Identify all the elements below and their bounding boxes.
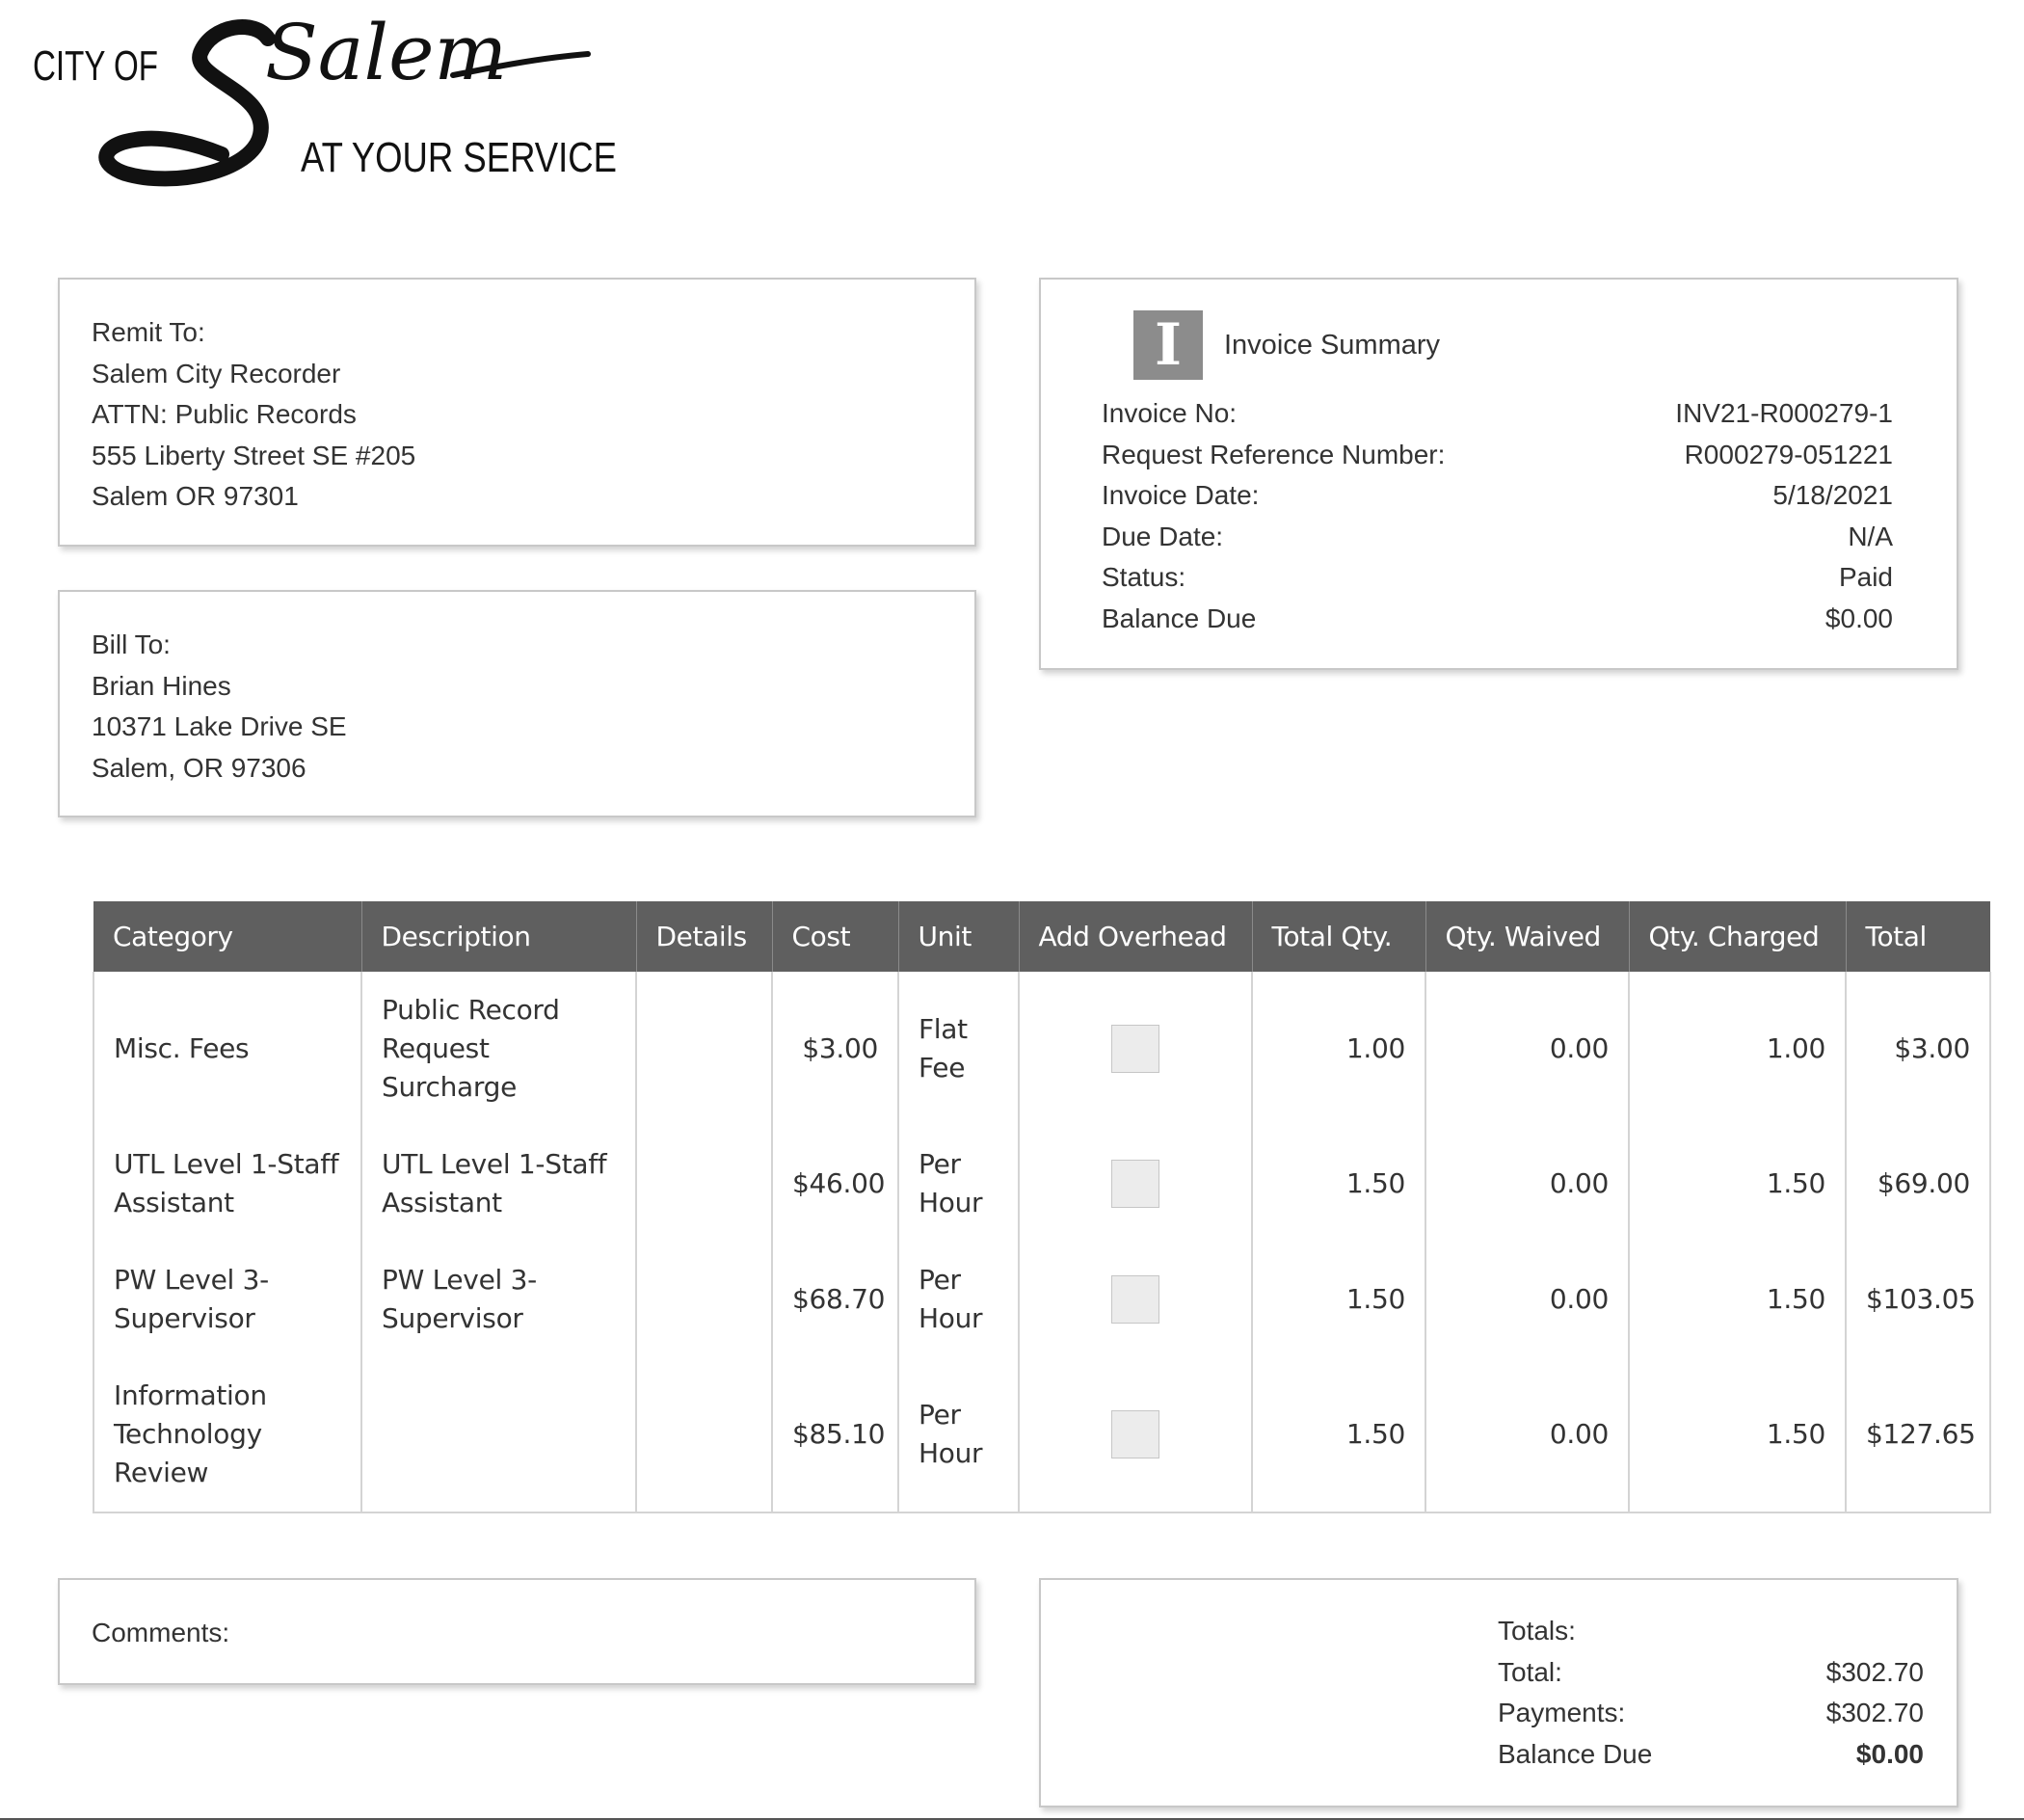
remit-to-box xyxy=(58,278,976,547)
cell-qty-waived: 0.00 xyxy=(1425,1242,1629,1357)
column-header-unit: Unit xyxy=(898,901,1019,972)
summary-value: $0.00 xyxy=(1824,602,1893,633)
totals-row-value: $302.70 xyxy=(1825,1656,1924,1687)
cell-total: $127.65 xyxy=(1846,1357,1990,1512)
bill-to-line: 10371 Lake Drive SE xyxy=(92,711,347,742)
summary-label: Balance Due xyxy=(1102,602,1257,633)
cell-add-overhead xyxy=(1019,972,1252,1126)
comments-box xyxy=(58,1578,976,1685)
column-header-cost: Cost xyxy=(772,901,898,972)
add-overhead-checkbox[interactable] xyxy=(1111,1160,1159,1208)
column-header-details: Details xyxy=(636,901,772,972)
totals-row-value: $302.70 xyxy=(1825,1698,1924,1728)
svg-text:CITY OF: CITY OF xyxy=(33,42,158,90)
summary-value: Paid xyxy=(1838,562,1893,593)
cell-add-overhead xyxy=(1019,1242,1252,1357)
column-header-total: Total xyxy=(1846,901,1990,972)
cell-total-qty: 1.50 xyxy=(1252,1126,1425,1242)
summary-row-balance-due xyxy=(1102,599,1893,640)
cell-details xyxy=(636,1357,772,1512)
cell-category: PW Level 3-Supervisor xyxy=(93,1242,361,1357)
totals-heading-row xyxy=(1498,1611,1924,1652)
remit-to-line: Salem OR 97301 xyxy=(92,481,299,512)
cell-qty-charged: 1.50 xyxy=(1629,1357,1846,1512)
cell-total-qty: 1.00 xyxy=(1252,972,1425,1126)
cell-qty-charged: 1.00 xyxy=(1629,972,1846,1126)
cell-description: PW Level 3-Supervisor xyxy=(361,1242,636,1357)
totals-row-label: Total: xyxy=(1498,1656,1562,1687)
totals-row-balance-due xyxy=(1498,1734,1924,1776)
cell-category: Information Technology Review xyxy=(93,1357,361,1512)
column-header-qty-waived: Qty. Waived xyxy=(1425,901,1629,972)
column-header-description: Description xyxy=(361,901,636,972)
svg-text:AT YOUR SERVICE: AT YOUR SERVICE xyxy=(301,134,617,181)
column-header-qty-charged: Qty. Charged xyxy=(1629,901,1846,972)
summary-label: Invoice Date: xyxy=(1102,480,1260,511)
remit-to-line: 555 Liberty Street SE #205 xyxy=(92,440,416,470)
cell-unit: Per Hour xyxy=(898,1242,1019,1357)
summary-row-reference-number xyxy=(1102,435,1893,476)
bill-to-box xyxy=(58,590,976,817)
bill-to-line: Salem, OR 97306 xyxy=(92,752,306,783)
cell-details xyxy=(636,1242,772,1357)
comments-label: Comments: xyxy=(92,1618,230,1647)
invoice-summary-title: Invoice Summary xyxy=(1224,329,1441,361)
cell-description: Public Record Request Surcharge xyxy=(361,972,636,1126)
add-overhead-checkbox[interactable] xyxy=(1111,1275,1159,1324)
column-header-add-overhead: Add Overhead xyxy=(1019,901,1252,972)
cell-cost: $3.00 xyxy=(772,972,898,1126)
fees-table-header xyxy=(93,901,1990,972)
table-row xyxy=(93,1242,1990,1357)
cell-category: Misc. Fees xyxy=(93,972,361,1126)
totals-row-value: $0.00 xyxy=(1855,1738,1924,1769)
cell-qty-waived: 0.00 xyxy=(1425,1357,1629,1512)
cell-cost: $46.00 xyxy=(772,1126,898,1242)
cell-cost: $85.10 xyxy=(772,1357,898,1512)
summary-label: Request Reference Number: xyxy=(1102,439,1446,469)
cell-qty-charged: 1.50 xyxy=(1629,1126,1846,1242)
totals-row-label: Balance Due xyxy=(1498,1738,1653,1769)
summary-value: 5/18/2021 xyxy=(1772,480,1893,511)
cell-details xyxy=(636,972,772,1126)
totals-row-payments xyxy=(1498,1693,1924,1734)
svg-text:Salem: Salem xyxy=(265,8,508,97)
add-overhead-checkbox[interactable] xyxy=(1111,1025,1159,1073)
cell-total: $103.05 xyxy=(1846,1242,1990,1357)
remit-to-line: ATTN: Public Records xyxy=(92,399,357,430)
summary-row-due-date xyxy=(1102,517,1893,558)
column-header-category: Category xyxy=(93,901,361,972)
summary-row-status xyxy=(1102,557,1893,599)
summary-row-invoice-no xyxy=(1102,393,1893,435)
invoice-summary-box xyxy=(1039,278,1958,670)
summary-label: Invoice No: xyxy=(1102,398,1238,428)
bill-to-label: Bill To: xyxy=(92,629,171,659)
cell-total: $69.00 xyxy=(1846,1126,1990,1242)
summary-label: Status: xyxy=(1102,562,1186,593)
cell-unit: Per Hour xyxy=(898,1357,1019,1512)
cell-cost: $68.70 xyxy=(772,1242,898,1357)
column-header-total-qty: Total Qty. xyxy=(1252,901,1425,972)
cell-description xyxy=(361,1357,636,1512)
add-overhead-checkbox[interactable] xyxy=(1111,1410,1159,1459)
invoice-icon: I xyxy=(1133,310,1203,380)
cell-description: UTL Level 1-Staff Assistant xyxy=(361,1126,636,1242)
cell-unit: Flat Fee xyxy=(898,972,1019,1126)
cell-qty-waived: 0.00 xyxy=(1425,972,1629,1126)
cell-total-qty: 1.50 xyxy=(1252,1357,1425,1512)
summary-row-invoice-date xyxy=(1102,475,1893,517)
city-of-salem-logo xyxy=(29,0,617,193)
table-row xyxy=(93,1126,1990,1242)
summary-value: INV21-R000279-1 xyxy=(1675,398,1893,428)
totals-row-total xyxy=(1498,1652,1924,1694)
cell-add-overhead xyxy=(1019,1126,1252,1242)
cell-unit: Per Hour xyxy=(898,1126,1019,1242)
totals-row-label: Payments: xyxy=(1498,1698,1626,1728)
remit-to-line: Salem City Recorder xyxy=(92,358,341,388)
summary-value: N/A xyxy=(1848,521,1893,551)
bill-to-line: Brian Hines xyxy=(92,670,231,701)
totals-label: Totals: xyxy=(1498,1616,1576,1646)
summary-label: Due Date: xyxy=(1102,521,1224,551)
cell-add-overhead xyxy=(1019,1357,1252,1512)
cell-total-qty: 1.50 xyxy=(1252,1242,1425,1357)
totals-box xyxy=(1039,1578,1958,1807)
cell-qty-charged: 1.50 xyxy=(1629,1242,1846,1357)
fees-table xyxy=(93,901,1991,1513)
table-row xyxy=(93,1357,1990,1512)
remit-to-label: Remit To: xyxy=(92,317,205,347)
summary-value: R000279-051221 xyxy=(1684,439,1893,469)
cell-total: $3.00 xyxy=(1846,972,1990,1126)
table-row xyxy=(93,972,1990,1126)
cell-category: UTL Level 1-Staff Assistant xyxy=(93,1126,361,1242)
cell-details xyxy=(636,1126,772,1242)
cell-qty-waived: 0.00 xyxy=(1425,1126,1629,1242)
